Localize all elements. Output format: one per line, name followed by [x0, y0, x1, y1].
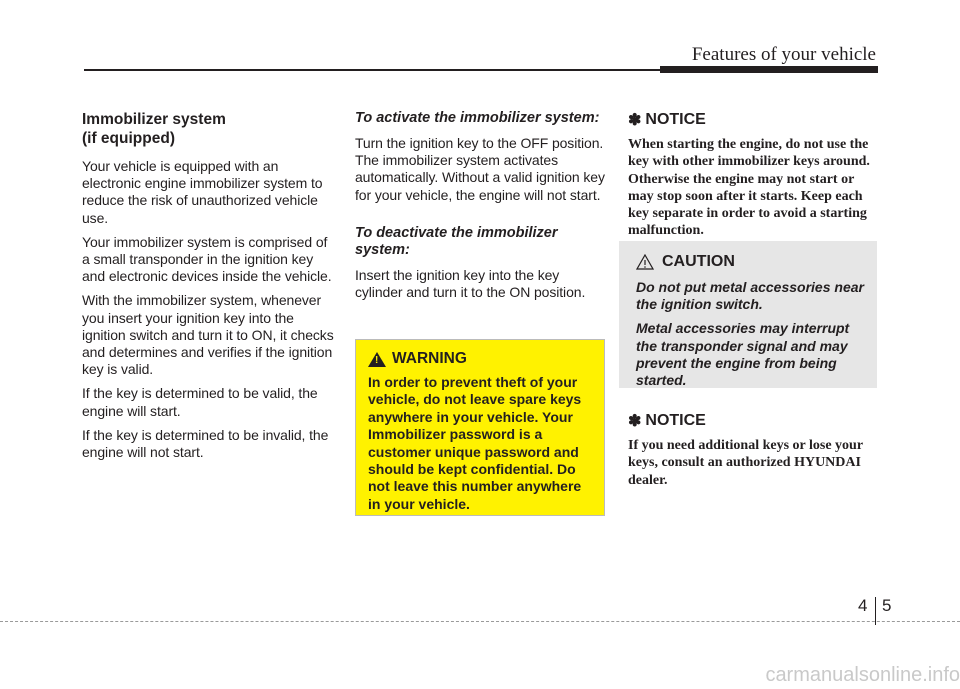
section-heading	[82, 110, 336, 148]
section-heading-line2: (if equipped)	[82, 130, 175, 147]
caution-box	[619, 241, 877, 388]
notice-title: NOTICE	[645, 412, 706, 429]
notice-asterisk-icon: ✽	[628, 112, 642, 129]
paragraph: If the key is determined to be valid, the engine will start.	[82, 385, 318, 419]
notice-header	[628, 110, 878, 130]
notice-asterisk-icon: ✽	[628, 413, 642, 430]
watermark-text: carmanualsonline.info	[765, 664, 960, 686]
paragraph: With the immobilizer system, whenever you insert your ignition key into the ignition switch and turn it to ON, it checks and determines and verifies if the ignition key is valid.	[82, 292, 334, 378]
footer-dashed-line	[0, 621, 960, 622]
caution-text-1: Do not put metal accessories near the ignition switch.	[636, 279, 864, 313]
paragraph: Your vehicle is equipped with an electronic engine immobilizer system to reduce the risk of unauthorized vehicle use.	[82, 158, 323, 226]
warning-triangle-icon	[368, 352, 386, 367]
page-number: 5	[882, 596, 892, 615]
warning-title: WARNING	[392, 350, 467, 367]
caution-triangle-icon	[636, 254, 654, 270]
notice-text: When starting the engine, do not use the key with other immobilizer keys around. Otherwise the engine may not start or may stop soon after it starts. Keep each key separate in order to avoid a starting malfunction.	[628, 137, 870, 239]
deactivate-text: Insert the ignition key into the key cylinder and turn it to the ON position.	[355, 266, 586, 301]
page-header-title: Features of your vehicle	[691, 44, 876, 65]
warning-header	[368, 350, 596, 368]
notice-box-2	[628, 411, 878, 489]
activate-text: Turn the ignition key to the OFF position. The immobilizer system activates automatically. Without a valid ignition key for your vehicle, the engine will not start.	[355, 135, 605, 203]
warning-box	[355, 339, 605, 516]
caution-title: CAUTION	[662, 253, 735, 270]
notice-title: NOTICE	[645, 111, 706, 128]
deactivate-heading: To deactivate the immobilizer system:	[355, 224, 558, 258]
column-immobilizer	[82, 110, 336, 468]
header-rule	[84, 69, 660, 71]
chapter-number: 4	[858, 596, 868, 615]
activate-heading: To activate the immobilizer system:	[355, 110, 600, 126]
section-heading-line1: Immobilizer system	[82, 111, 226, 128]
caution-text-2: Metal accessories may interrupt the transponder signal and may prevent the engine from being started.	[636, 320, 850, 389]
warning-text: In order to prevent theft of your vehicle, do not leave spare keys anywhere in your vehicle. Your Immobilizer password is a customer unique password and should be kept confidential. Do not leave this number anywhere in your vehicle.	[368, 374, 582, 512]
paragraph: Your immobilizer system is comprised of a small transponder in the ignition key and electronic devices inside the vehicle.	[82, 233, 332, 285]
paragraph: If the key is determined to be invalid, the engine will not start.	[82, 426, 329, 461]
caution-header	[636, 253, 869, 271]
notice-text: If you need additional keys or lose your keys, consult an authorized HYUNDAI dealer.	[628, 438, 863, 488]
column-notices	[628, 110, 878, 240]
notice-header	[628, 411, 878, 431]
page-number-divider	[875, 597, 876, 625]
column-activation	[355, 110, 605, 308]
header-tab-bar	[660, 66, 878, 73]
